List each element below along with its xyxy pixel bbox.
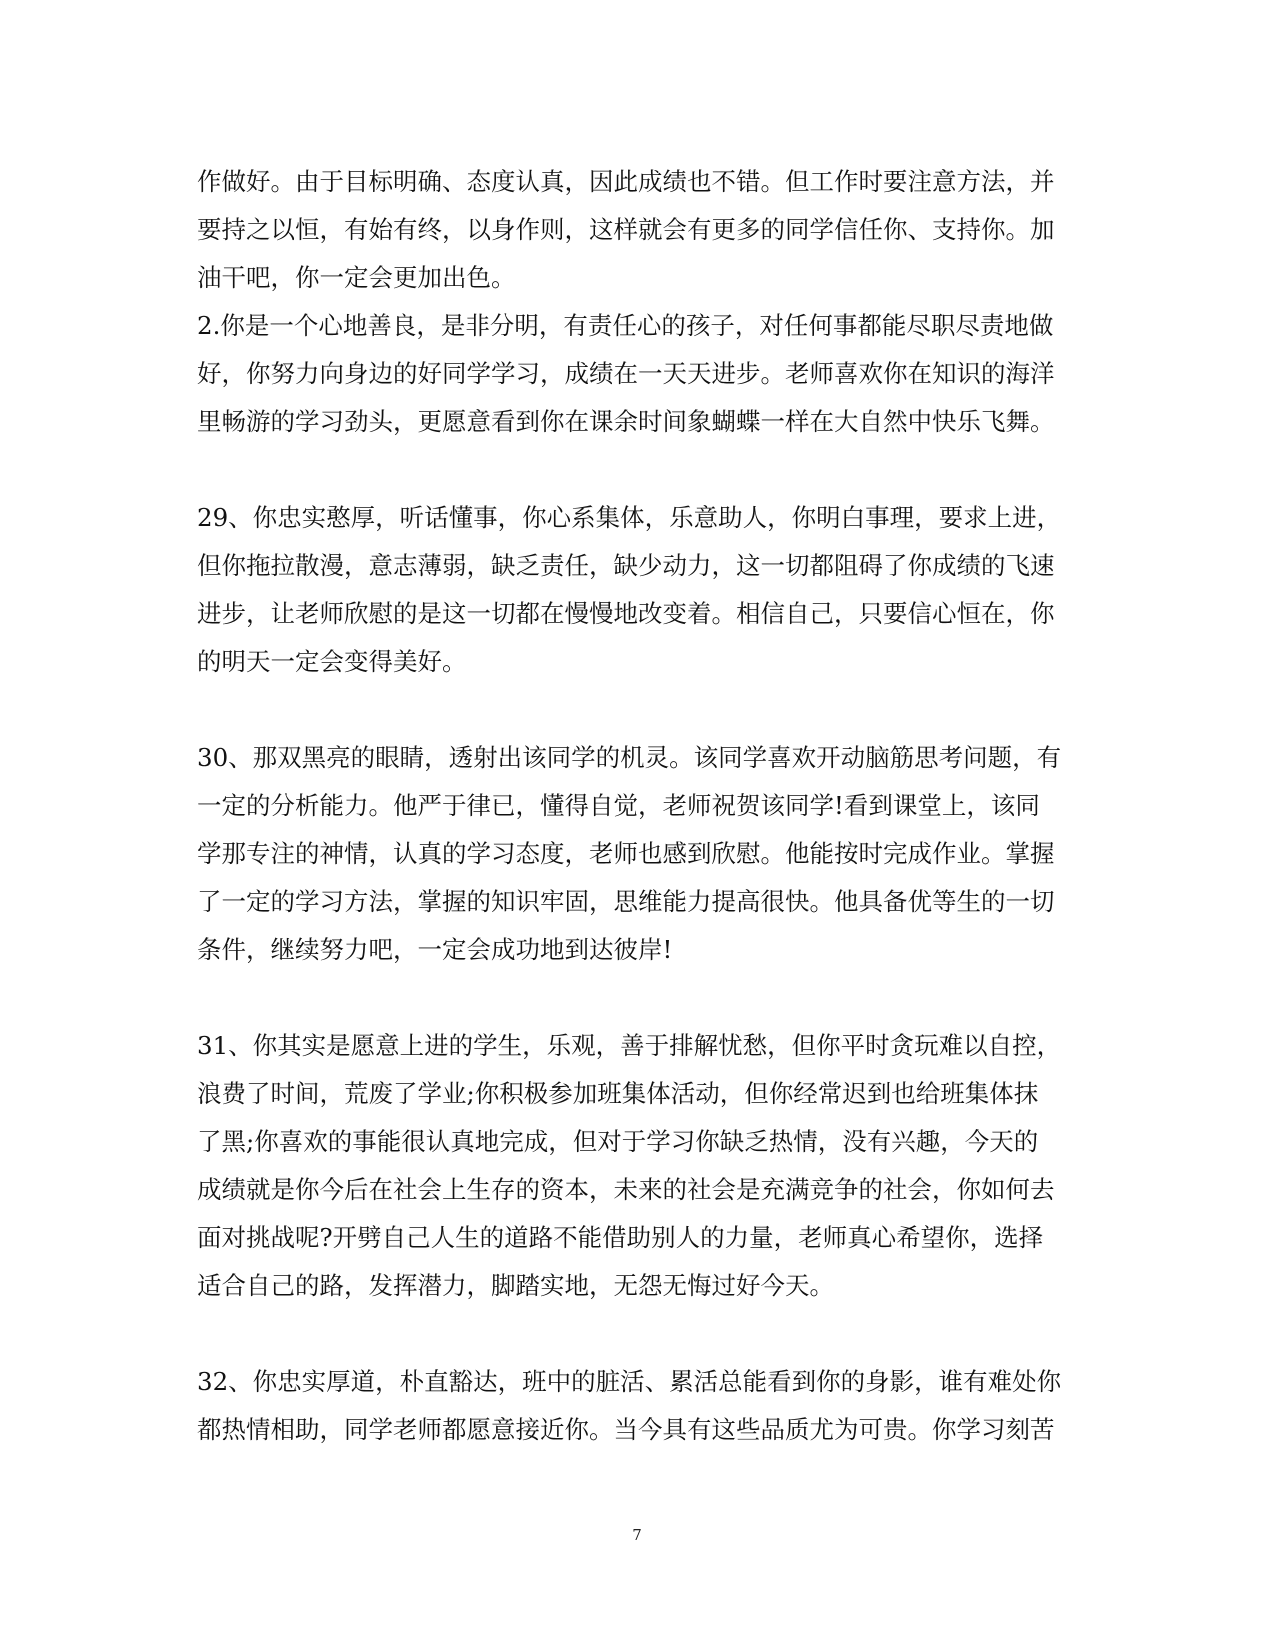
text-line: 但你拖拉散漫，意志薄弱，缺乏责任，缺少动力，这一切都阻碍了你成绩的飞速 [197, 551, 1055, 580]
text-line: 学那专注的神情，认真的学习态度，老师也感到欣慰。他能按时完成作业。掌握 [197, 839, 1055, 868]
text-line: 里畅游的学习劲头，更愿意看到你在课余时间象蝴蝶一样在大自然中快乐飞舞。 [197, 407, 1055, 436]
text-line: 好，你努力向身边的好同学学习，成绩在一天天进步。老师喜欢你在知识的海洋 [197, 359, 1055, 388]
text-line: 要持之以恒，有始有终，以身作则，这样就会有更多的同学信任你、支持你。加 [197, 215, 1055, 244]
text-line: 油干吧，你一定会更加出色。 [197, 263, 516, 292]
text-line: 进步，让老师欣慰的是这一切都在慢慢地改变着。相信自己，只要信心恒在，你 [197, 599, 1055, 628]
paragraph-spacer [197, 446, 1077, 494]
text-line: 的明天一定会变得美好。 [197, 647, 467, 676]
text-line: 成绩就是你今后在社会上生存的资本，未来的社会是充满竞争的社会，你如何去 [197, 1175, 1055, 1204]
text-line: 作做好。由于目标明确、态度认真，因此成绩也不错。但工作时要注意方法，并 [197, 167, 1055, 196]
text-line: 30、那双黑亮的眼睛，透射出该同学的机灵。该同学喜欢开动脑筋思考问题，有 [197, 743, 1062, 772]
text-line: 29、你忠实憨厚，听话懂事，你心系集体，乐意助人，你明白事理，要求上进， [197, 503, 1062, 532]
text-line: 31、你其实是愿意上进的学生，乐观，善于排解忧愁，但你平时贪玩难以自控， [197, 1031, 1062, 1060]
paragraph-32 [197, 1358, 1077, 1454]
text-line: 适合自己的路，发挥潜力，脚踏实地，无怨无悔过好今天。 [197, 1271, 834, 1300]
paragraph-spacer [197, 1310, 1077, 1358]
text-line: 32、你忠实厚道，朴直豁达，班中的脏活、累活总能看到你的身影，谁有难处你 [197, 1367, 1062, 1396]
text-line: 2.你是一个心地善良，是非分明，有责任心的孩子，对任何事都能尽职尽责地做 [197, 311, 1054, 340]
page-number: 7 [632, 1526, 642, 1544]
text-line: 条件，继续努力吧，一定会成功地到达彼岸! [197, 935, 673, 964]
text-line: 了黑;你喜欢的事能很认真地完成，但对于学习你缺乏热情，没有兴趣，今天的 [197, 1127, 1039, 1156]
paragraph-30 [197, 734, 1077, 974]
text-line: 面对挑战呢?开劈自己人生的道路不能借助别人的力量，老师真心希望你，选择 [197, 1223, 1044, 1252]
document-body [197, 158, 1077, 1454]
paragraph-31 [197, 1022, 1077, 1310]
paragraph-29 [197, 494, 1077, 686]
text-line: 都热情相助，同学老师都愿意接近你。当今具有这些品质尤为可贵。你学习刻苦 [197, 1415, 1055, 1444]
paragraph-2 [197, 302, 1077, 446]
paragraph-spacer [197, 974, 1077, 1022]
text-line: 浪费了时间，荒废了学业;你积极参加班集体活动，但你经常迟到也给班集体抹 [197, 1079, 1039, 1108]
paragraph-continued [197, 158, 1077, 302]
paragraph-spacer [197, 686, 1077, 734]
text-line: 了一定的学习方法，掌握的知识牢固，思维能力提高很快。他具备优等生的一切 [197, 887, 1055, 916]
text-line: 一定的分析能力。他严于律已，懂得自觉，老师祝贺该同学!看到课堂上，该同 [197, 791, 1040, 820]
